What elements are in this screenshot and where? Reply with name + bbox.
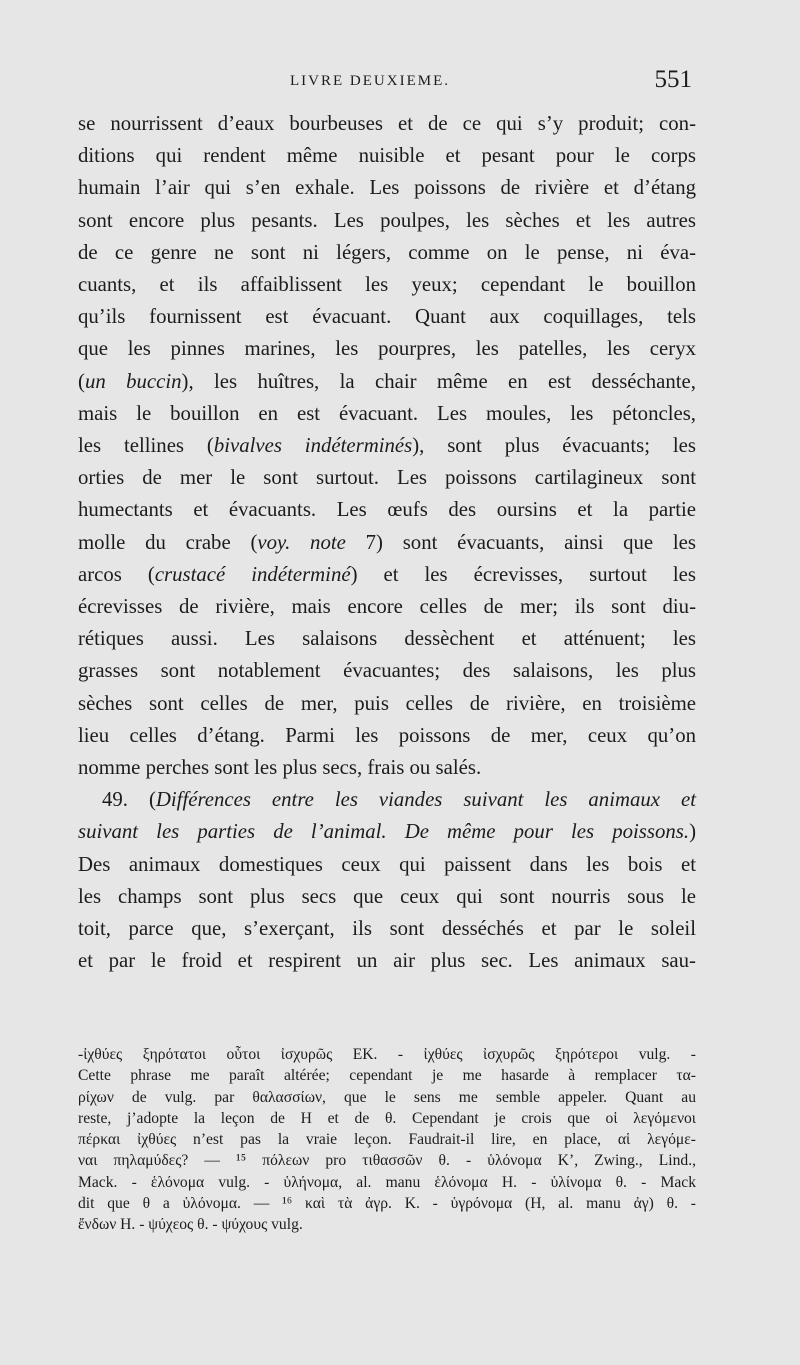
text-fragment: molle du crabe (: [78, 530, 258, 554]
footnotes: [78, 1044, 696, 1236]
text-fragment: (: [78, 369, 85, 393]
footnote-line: Cette phrase me paraît altérée; cependant je me hasarde à remplacer τα-: [78, 1067, 696, 1085]
page-header: [0, 66, 800, 100]
body-line: qu’ils fournissent est évacuant. Quant aux coquillages, tels: [78, 305, 696, 329]
body-line: sèches sont celles de mer, puis celles de rivière, en troisième: [78, 691, 696, 715]
body-line: grasses sont notablement évacuantes; des salaisons, les plus: [78, 659, 696, 683]
text-fragment: ), sont plus évacuants; les: [412, 434, 696, 458]
body-line: nomme perches sont les plus secs, frais ou salés.: [78, 756, 482, 780]
text-fragment: les tellines (: [78, 434, 214, 458]
footnote-line: Mack. - ἑλόνομα vulg. - ὑλήνομα, al. manu ἑλόνομα H. - ὑλίνομα θ. - Mack: [78, 1173, 696, 1191]
body-line: mais le bouillon en est évacuant. Les moules, les pétoncles,: [78, 401, 696, 425]
italic-gloss: un buccin: [84, 369, 182, 393]
body-line: cuants, et ils affaiblissent les yeux; cependant le bouillon: [78, 273, 696, 297]
footnote-line: dit que θ a ὑλόνομα. — ¹⁶ καὶ τὰ ἀγρ. K. - ὑγρόνομα (H, al. manu ἀγ) θ. -: [78, 1195, 696, 1213]
footnote-line: reste, j’adopte la leçon de H et de θ. Cependant je crois que οἱ λεγόμενοι: [78, 1109, 696, 1127]
section-title: Différences entre les viandes suivant les animaux et: [155, 788, 696, 812]
footnote-line: ναι πηλαμύδες? — ¹⁵ πόλεων pro τιθασσῶν θ. - ὑλόνομα K’, Zwing., Lind.,: [78, 1152, 696, 1170]
body-line: [78, 527, 696, 559]
section-title: suivant les parties de l’animal. De même pour les poissons.: [78, 820, 690, 844]
italic-gloss: bivalves indéterminés: [213, 434, 413, 458]
footnote-line: -ἰχθύες ξηρότατοι οὗτοι ἰσχυρῶς EK. - ἰχθύες ἰσχυρῶς ξηρότεροι vulg. -: [78, 1046, 696, 1063]
body-line: orties de mer le sont surtout. Les poissons cartilagineux sont: [78, 466, 696, 490]
italic-gloss: crustacé indéterminé: [154, 562, 351, 586]
body-line: toit, parce que, s’exerçant, ils sont desséchés et par le soleil: [78, 917, 696, 941]
section-heading-line: [78, 816, 696, 848]
text-fragment: 7) sont évacuants, ainsi que les: [345, 530, 696, 554]
body-line: ditions qui rendent même nuisible et pesant pour le corps: [78, 144, 696, 168]
body-line: rétiques aussi. Les salaisons dessèchent et atténuent; les: [78, 627, 696, 651]
body-line: se nourrissent d’eaux bourbeuses et de ce qui s’y produit; con-: [78, 112, 696, 135]
text-fragment: ): [689, 820, 696, 844]
body-line: [78, 430, 696, 462]
text-fragment: ) et les écrevisses, surtout les: [350, 562, 696, 586]
body-line: de ce genre ne sont ni légers, comme on le pense, ni éva-: [78, 240, 696, 264]
body-line: sont encore plus pesants. Les poulpes, les sèches et les autres: [78, 208, 696, 232]
text-fragment: ), les huîtres, la chair même en est desséchante,: [181, 369, 696, 393]
body-line: Des animaux domestiques ceux qui paissent dans les bois et: [78, 852, 696, 876]
body-line: que les pinnes marines, les pourpres, les patelles, les ceryx: [78, 337, 696, 361]
body-line: et par le froid et respirent un air plus sec. Les animaux sau-: [78, 949, 696, 973]
running-head: LIVRE DEUXIEME.: [290, 73, 450, 89]
body-line: humain l’air qui s’en exhale. Les poissons de rivière et d’étang: [78, 176, 696, 200]
italic-gloss: voy. note: [257, 530, 346, 554]
body-text: [78, 108, 696, 977]
footnote-line: ἔνδων H. - ψύχεος θ. - ψύχους vulg.: [78, 1216, 303, 1234]
section-heading-line: [78, 784, 696, 816]
section-number: 49. (: [102, 788, 156, 812]
footnote-line: πέρκαι ἰχθύες n’est pas la vraie leçon. Faudrait-il lire, en place, αἱ λεγόμε-: [78, 1131, 696, 1149]
body-line: humectants et évacuants. Les œufs des oursins et la partie: [78, 498, 696, 522]
body-line: [78, 366, 696, 398]
body-line: écrevisses de rivière, mais encore celles de mer; ils sont diu-: [78, 595, 696, 619]
footnote-line: ρίχων de vulg. par θαλασσίων, que le sens me semble appeler. Quant au: [78, 1088, 696, 1106]
body-line: [78, 559, 696, 591]
body-line: lieu celles d’étang. Parmi les poissons de mer, ceux qu’on: [78, 723, 696, 747]
body-line: les champs sont plus secs que ceux qui sont nourris sous le: [78, 884, 696, 908]
text-fragment: arcos (: [78, 562, 155, 586]
page-number: 551: [654, 66, 692, 93]
